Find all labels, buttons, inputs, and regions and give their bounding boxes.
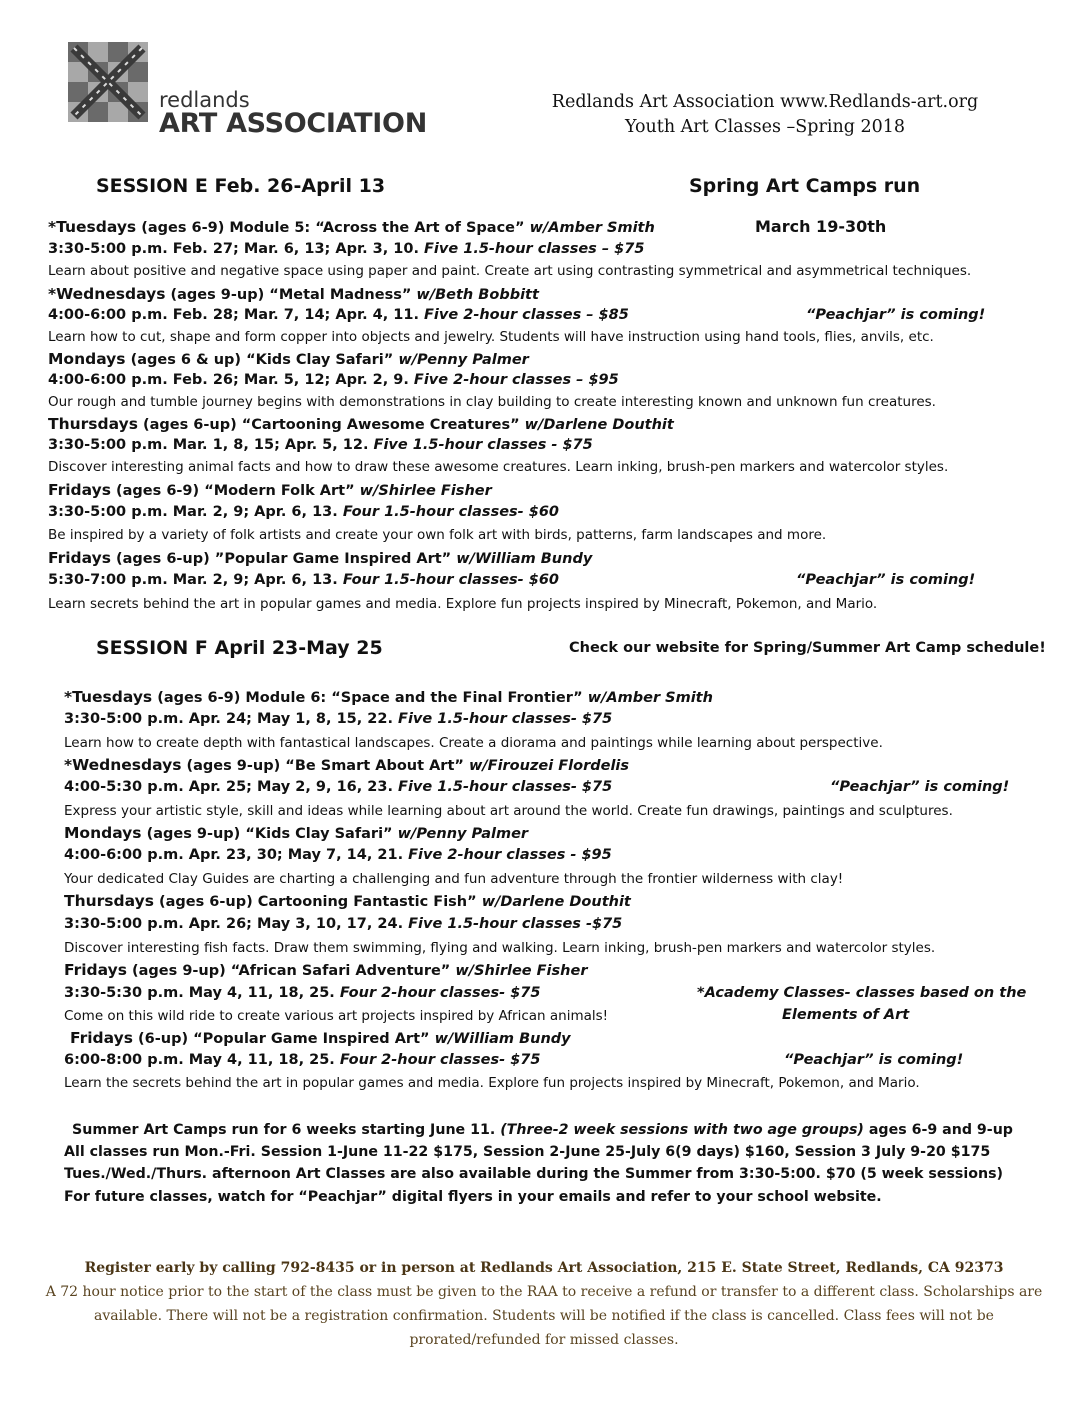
class-description: Learn about positive and negative space using paper and paint. Create art using contrasting symmetrical and asymmetrical techniques.	[48, 263, 972, 279]
peachjar-note: “Peachjar” is coming!	[806, 307, 986, 323]
class-schedule: 4:00-6:00 p.m. Apr. 23, 30; May 7, 14, 21. Five 2-hour classes - $95	[64, 847, 612, 863]
spring-camps-title: Spring Art Camps run	[689, 175, 921, 197]
class-description: Express your artistic style, skill and ideas while learning about art around the world. Create fun drawings, paintings and sculptures.	[64, 803, 953, 819]
class-heading: *Tuesdays (ages 6-9) Module 5: “Across the Art of Space” w/Amber Smith	[48, 218, 655, 236]
class-heading: Fridays (6-up) “Popular Game Inspired Art” w/William Bundy	[70, 1029, 571, 1047]
website-note: Check our website for Spring/Summer Art Camp schedule!	[569, 640, 1046, 656]
class-schedule: 3:30-5:00 p.m. Apr. 24; May 1, 8, 15, 22. Five 1.5-hour classes- $75	[64, 711, 613, 727]
session-e-title: SESSION E Feb. 26-April 13	[96, 175, 386, 197]
class-description: Learn how to cut, shape and form copper into objects and jewelry. Students will have instruction using hand tools, flies, anvils, etc.	[48, 329, 934, 345]
class-heading: Mondays (ages 6 & up) “Kids Clay Safari” w/Penny Palmer	[48, 350, 529, 368]
class-schedule: 5:30-7:00 p.m. Mar. 2, 9; Apr. 6, 13. Four 1.5-hour classes- $60	[48, 572, 559, 588]
header-line-2: Youth Art Classes –Spring 2018	[624, 117, 906, 137]
class-schedule: 3:30-5:00 p.m. Feb. 27; Mar. 6, 13; Apr. 3, 10. Five 1.5-hour classes – $75	[48, 241, 645, 257]
class-schedule: 3:30-5:00 p.m. Apr. 26; May 3, 10, 17, 24. Five 1.5-hour classes -$75	[64, 916, 623, 932]
class-schedule: 3:30-5:30 p.m. May 4, 11, 18, 25. Four 2-hour classes- $75	[64, 985, 541, 1001]
class-schedule: 4:00-5:30 p.m. Apr. 25; May 2, 9, 16, 23. Five 1.5-hour classes- $75	[64, 779, 613, 795]
peachjar-note: “Peachjar” is coming!	[784, 1052, 964, 1068]
register-line: Register early by calling 792-8435 or in person at Redlands Art Association, 215 E. State Street, Redlands, CA 92373	[84, 1260, 1004, 1276]
logo	[68, 42, 427, 139]
class-heading: Fridays (ages 6-9) “Modern Folk Art” w/Shirlee Fisher	[48, 481, 492, 499]
class-description: Your dedicated Clay Guides are charting a challenging and fun adventure through the frontier wilderness with clay!	[64, 871, 844, 887]
class-heading: *Wednesdays (ages 9-up) “Metal Madness” w/Beth Bobbitt	[48, 285, 539, 303]
class-heading: Mondays (ages 9-up) “Kids Clay Safari” w/Penny Palmer	[64, 824, 529, 842]
class-heading: Fridays (ages 6-up) ”Popular Game Inspired Art” w/William Bundy	[48, 549, 593, 567]
class-description: Learn secrets behind the art in popular games and media. Explore fun projects inspired by Minecraft, Pokemon, and Mario.	[48, 596, 878, 612]
policy-text: A 72 hour notice prior to the start of the class must be given to the RAA to receive a refund or transfer to a different class. Scholarships are available. There will not be a registration confirmation. Students will be notified if the class is cancelled. Class fees will not be prorated/refunded for missed classes.	[45, 1284, 1043, 1348]
class-heading: Thursdays (ages 6-up) “Cartooning Awesome Creatures” w/Darlene Douthit	[48, 415, 674, 433]
header-line-1: Redlands Art Association www.Redlands-art.org	[551, 92, 979, 112]
class-heading: *Tuesdays (ages 6-9) Module 6: “Space and the Final Frontier” w/Amber Smith	[64, 688, 713, 706]
class-heading: Thursdays (ages 6-up) Cartooning Fantastic Fish” w/Darlene Douthit	[64, 892, 631, 910]
class-description: Our rough and tumble journey begins with demonstrations in clay building to create interesting known and unknown fun creatures.	[48, 394, 936, 410]
class-schedule: 4:00-6:00 p.m. Feb. 28; Mar. 7, 14; Apr. 4, 11. Five 2-hour classes – $85	[48, 307, 629, 323]
class-schedule: 3:30-5:00 p.m. Mar. 1, 8, 15; Apr. 5, 12. Five 1.5-hour classes - $75	[48, 437, 593, 453]
class-description: Learn the secrets behind the art in popular games and media. Explore fun projects inspired by Minecraft, Pokemon, and Mario.	[64, 1075, 920, 1091]
class-schedule: 4:00-6:00 p.m. Feb. 26; Mar. 5, 12; Apr. 2, 9. Five 2-hour classes – $95	[48, 372, 619, 388]
class-description: Discover interesting fish facts. Draw them swimming, flying and walking. Learn inking, brush-pen markers and watercolor styles.	[64, 940, 936, 956]
class-schedule: 6:00-8:00 p.m. May 4, 11, 18, 25. Four 2-hour classes- $75	[64, 1052, 541, 1068]
class-description: Come on this wild ride to create various art projects inspired by African animals!	[64, 1008, 609, 1024]
class-description: Be inspired by a variety of folk artists and create your own folk art with birds, patterns, farm landscapes and more.	[48, 527, 827, 543]
summary-line-3: Tues./Wed./Thurs. afternoon Art Classes are also available during the Summer from 3:30-5:00. $70 (5 week sessions)	[64, 1166, 1003, 1182]
summary-line-1: Summer Art Camps run for 6 weeks starting June 11. (Three-2 week sessions with two age groups) ages 6-9 and 9-up	[72, 1122, 1013, 1138]
peachjar-note: “Peachjar” is coming!	[830, 779, 1010, 795]
logo-text-small: redlands	[159, 88, 250, 112]
peachjar-note: “Peachjar” is coming!	[796, 572, 976, 588]
summary-line-4: For future classes, watch for “Peachjar” digital flyers in your emails and refer to your school website.	[64, 1189, 882, 1205]
academy-note: *Academy Classes- classes based on the	[697, 985, 1027, 1001]
class-heading: Fridays (ages 9-up) “African Safari Adventure” w/Shirlee Fisher	[64, 961, 588, 979]
summary-line-2: All classes run Mon.-Fri. Session 1-June 11-22 $175, Session 2-June 25-July 6(9 days) $160, Session 3 July 9-20 $175	[64, 1144, 991, 1160]
spring-camps-dates: March 19-30th	[755, 217, 887, 236]
class-heading: *Wednesdays (ages 9-up) “Be Smart About Art” w/Firouzei Flordelis	[64, 756, 630, 774]
academy-note-line-2: Elements of Art	[782, 1007, 910, 1023]
class-description: Learn how to create depth with fantastical landscapes. Create a diorama and paintings while learning about perspective.	[64, 735, 883, 751]
session-f-title: SESSION F April 23-May 25	[96, 637, 383, 659]
logo-text-big: ART ASSOCIATION	[159, 108, 427, 139]
class-schedule: 3:30-5:00 p.m. Mar. 2, 9; Apr. 6, 13. Four 1.5-hour classes- $60	[48, 504, 559, 520]
class-description: Discover interesting animal facts and how to draw these awesome creatures. Learn inking, brush-pen markers and watercolor styles.	[48, 459, 949, 475]
logo-mark-icon	[68, 42, 148, 122]
